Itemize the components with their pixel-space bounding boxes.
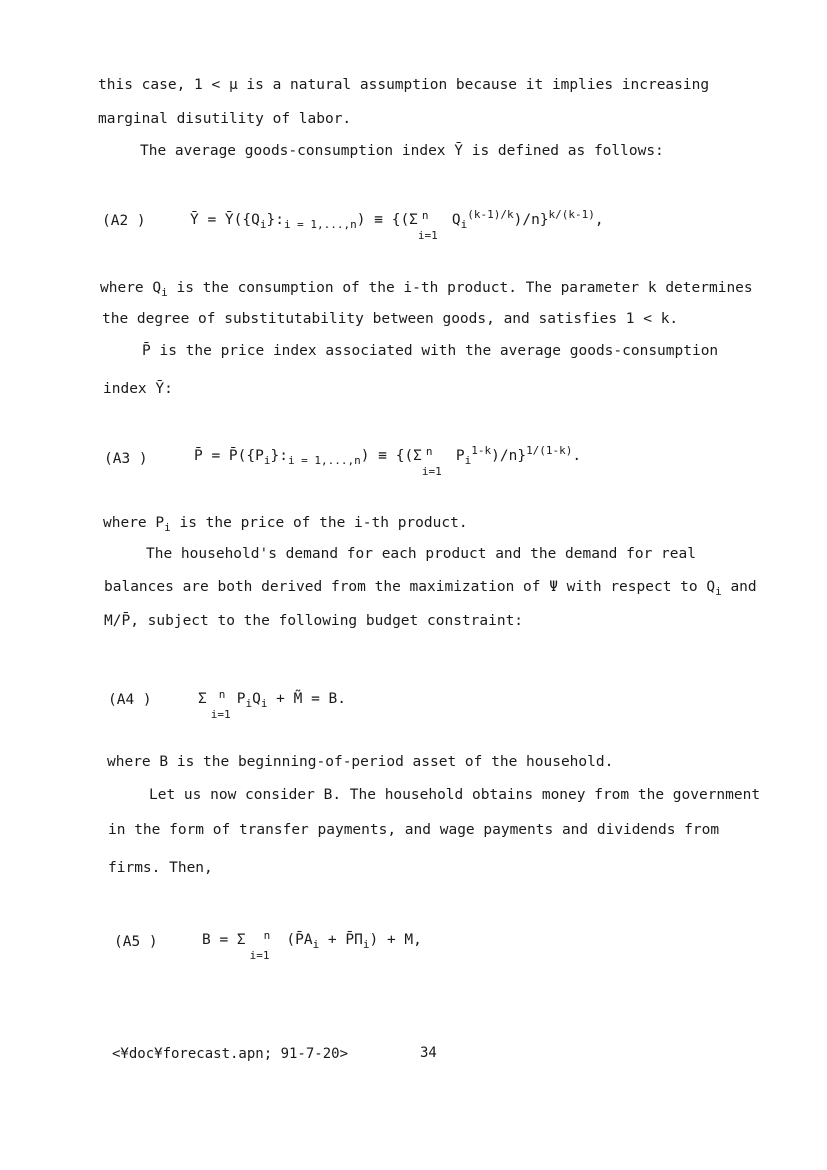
eq-sub: i=1 — [249, 949, 270, 962]
eq-sup: n — [425, 445, 433, 458]
eq-sup: (k-1)/k — [467, 208, 514, 222]
text-part: is the consumption of the i-th product. The parameter k determines — [167, 280, 753, 296]
text-line — [104, 579, 757, 598]
eq-part: )/n} — [513, 212, 549, 228]
text-part: where P — [103, 515, 165, 531]
eq-part: Q — [252, 691, 261, 707]
eq-sup: n — [263, 929, 271, 942]
eq-sub: i — [464, 453, 472, 467]
text-part: is the price of the i-th product. — [170, 515, 468, 531]
eq-part: Ȳ = Ȳ({Q — [190, 212, 260, 228]
eq-sup: n — [421, 209, 429, 222]
eq-part: Σ — [198, 691, 207, 707]
eq-sup: k/(k-1) — [548, 208, 595, 222]
eq-sup: 1-k — [471, 444, 492, 458]
text-sub: i — [715, 584, 722, 598]
eq-part: + P̄Π — [319, 932, 363, 948]
eq-sub: i — [263, 453, 271, 467]
eq-sub: i=1 — [421, 465, 442, 478]
text-line: M/P̄, subject to the following budget constraint: — [104, 613, 524, 629]
text-line: where B is the beginning-of-period asset of the household. — [107, 754, 614, 770]
text-line: in the form of transfer payments, and wage payments and dividends from — [108, 822, 720, 838]
eq-sub: i — [245, 696, 253, 710]
eq-sub: i — [259, 217, 267, 231]
eq-part: ) ≡ {(Σ — [360, 448, 422, 464]
eq-sub: i = 1,...,n — [283, 217, 357, 231]
eq-part: Q — [451, 212, 461, 228]
text-line: The average goods-consumption index Ȳ is defined as follows: — [140, 143, 664, 159]
eq-part: }: — [270, 448, 288, 464]
text-line: The household's demand for each product and the demand for real — [146, 546, 696, 562]
eq-sub: i — [460, 217, 468, 231]
text-line: index Ȳ: — [103, 381, 173, 397]
eq-part: + M̃ = B. — [267, 691, 347, 707]
eq-sup: n — [218, 688, 226, 701]
eq-sub: i=1 — [417, 229, 438, 242]
equation-number: (A4 ) — [108, 692, 152, 708]
text-part: where Q — [100, 280, 162, 296]
equation-a2 — [190, 208, 604, 242]
text-line: the degree of substitutability between goods, and satisfies 1 < k. — [102, 311, 679, 327]
eq-part: ) + M, — [369, 932, 422, 948]
page-number: 34 — [420, 1045, 437, 1061]
eq-part: P — [236, 691, 246, 707]
eq-part: P̄ = P̄({P — [194, 448, 264, 464]
text-line: marginal disutility of labor. — [98, 111, 352, 127]
equation-number: (A5 ) — [114, 934, 158, 950]
text-line — [100, 280, 753, 299]
eq-part: . — [572, 448, 582, 464]
footer-filename: <¥doc¥forecast.apn; 91-7-20> — [112, 1046, 349, 1062]
eq-part: B = Σ — [202, 932, 246, 948]
eq-part: )/n} — [491, 448, 527, 464]
equation-a4 — [198, 688, 347, 721]
eq-sub: i — [260, 696, 268, 710]
equation-a3 — [194, 444, 582, 478]
eq-sup: 1/(1-k) — [526, 444, 573, 458]
text-sub: i — [161, 285, 168, 299]
text-part: balances are both derived from the maximization of Ψ with respect to Q — [104, 579, 716, 595]
text-line: this case, 1 < μ is a natural assumption because it implies increasing — [98, 77, 710, 93]
eq-part: ) ≡ {(Σ — [356, 212, 418, 228]
eq-part: }: — [266, 212, 284, 228]
text-sub: i — [164, 520, 171, 534]
equation-a5 — [202, 929, 422, 962]
eq-sub: i — [362, 937, 370, 951]
text-part: and — [721, 579, 757, 595]
text-line: Let us now consider B. The household obtains money from the government — [149, 787, 761, 803]
eq-part: P — [455, 448, 465, 464]
eq-sub: i = 1,...,n — [287, 453, 361, 467]
text-line: firms. Then, — [108, 860, 213, 876]
equation-number: (A3 ) — [104, 451, 148, 467]
eq-part: (P̄A — [277, 932, 313, 948]
equation-number: (A2 ) — [102, 213, 146, 229]
eq-sub: i=1 — [210, 708, 231, 721]
eq-sub: i — [312, 937, 320, 951]
text-line — [103, 515, 468, 534]
eq-part: , — [594, 212, 604, 228]
text-line: P̄ is the price index associated with the average goods-consumption — [142, 343, 719, 359]
